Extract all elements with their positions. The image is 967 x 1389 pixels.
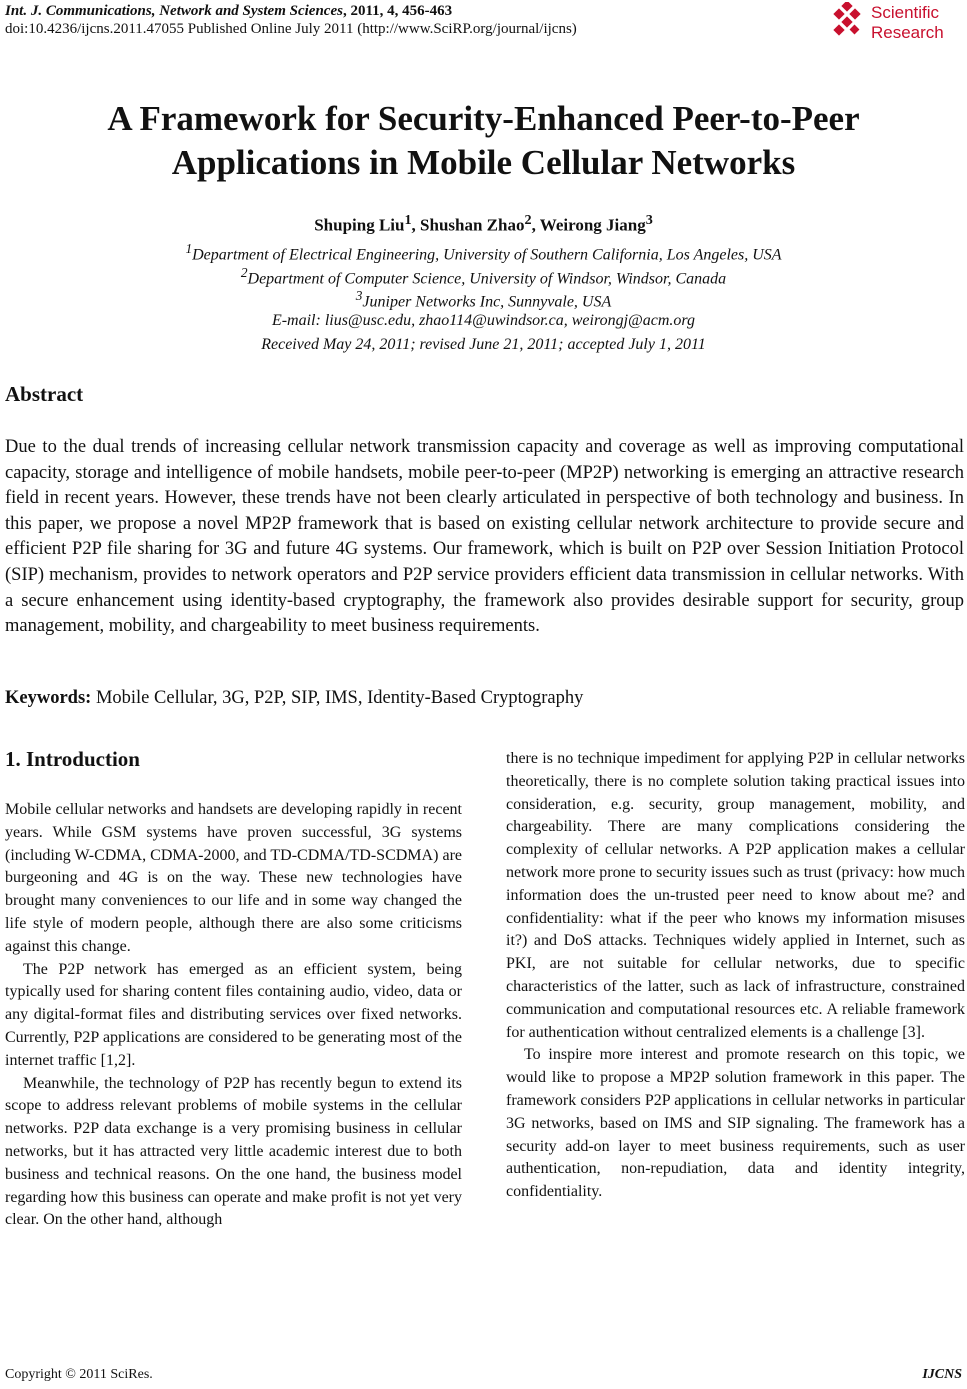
affiliation-text: Department of Computer Science, University of Windsor, Windsor, Canada: [247, 270, 727, 288]
abstract-heading: Abstract: [5, 382, 84, 406]
paragraph: Meanwhile, the technology of P2P has recently begun to extend its scope to address relevant problems of mobile systems in the cellular networks. P2P data exchange is a very promising business in cellular networks, but it has attracted very little academic interest due to both business and technical reasons. On the one hand, the business model regarding how this business can operate and make profit is not yet very clear. On the other hand, although: [5, 1074, 462, 1229]
paragraph: To inspire more interest and promote research on this topic, we would like to propose a MP2P solution framework in this paper. The framework considers P2P applications in cellular networks in particular 3G networks, based on IMS and SIP signaling. The framework has a security add-on layer to meet business requirements, such as user authentication, non-repudiation, data and identity integrity, confidentiality.: [506, 1046, 965, 1201]
affiliation-text: Juniper Networks Inc, Sunnyvale, USA: [362, 293, 612, 311]
affiliation-text: Department of Electrical Engineering, University of Southern California, Los Angeles, USA: [192, 246, 782, 264]
author-name: Shushan Zhao: [420, 215, 525, 235]
affiliation-mark: 1: [185, 241, 193, 256]
left-column: [5, 799, 462, 1232]
publisher-logo-icon: [831, 2, 867, 42]
doi-line: doi:10.4236/ijcns.2011.47055 Published Online July 2011 (http://www.SciRP.org/journal/ijcns): [5, 21, 577, 37]
paragraph: The P2P network has emerged as an efficient system, being typically used for sharing content files containing audio, video, data or any digital-format files and distributing services over fixed networks. Currently, P2P applications are considered to be generating most of the internet traffic [1,2].: [5, 960, 462, 1069]
logo-text-bottom: Research: [871, 23, 944, 42]
affiliation: [40, 265, 927, 288]
journal-volume: , 2011, 4, 456-463: [342, 3, 453, 19]
author-name: Weirong Jiang: [539, 215, 646, 235]
abstract-text: Due to the dual trends of increasing cellular network transmission capacity and coverage as well as improving computational capacity, storage and intelligence of mobile handsets, mobile peer-to-peer (MP2P) networking is emerging an attractive research field in recent years. However, these trends have not been clearly articulated in perspective of both technology and business. In this paper, we propose a novel MP2P framework that is based on existing cellular network architecture to provide secure and efficient P2P file sharing for 3G and future 4G systems. Our framework, which is built on P2P over Session Initiation Protocol (SIP) mechanism, provides to network operators and P2P service providers efficient data transmission in cellular networks. With a secure enhancement using identity-based cryptography, the framework also provides desirable support for security, group management, mobility, and chargeability to meet business requirements.: [5, 437, 964, 637]
author-separator: ,: [531, 215, 540, 235]
keywords: [5, 688, 964, 709]
keywords-label: Keywords:: [5, 688, 92, 708]
affiliation: [40, 288, 927, 311]
publisher-logo: [831, 2, 961, 44]
email-line: E-mail: lius@usc.edu, zhao114@uwindsor.ca, weirongj@acm.org: [271, 312, 696, 329]
paragraph: there is no technique impediment for applying P2P in cellular networks theoretically, there is no complete solution taking practical issues into consideration, e.g. security, group management, mobility, and chargeability. There are many complications considering the complexity of cellular networks. A P2P application makes a cellular network more prone to security issues such as trust (privacy: how much information does the un-trusted peer need to know about me? and confidentiality: what if the peer who knows my information misuses it?) and DoS attacks. Techniques widely applied in Internet, such as PKI, are not suitable for cellular networks, due to specific characteristics of the latter, such as lack of infrastructure, constrained communication and computational resources etc. A reliable framework for authentication without centralized elements is a challenge [3].: [506, 750, 966, 1041]
author-list: [40, 212, 927, 236]
logo-text-top: Scientific: [871, 3, 940, 22]
right-column: [506, 748, 965, 1204]
keywords-text: Mobile Cellular, 3G, P2P, SIP, IMS, Identity-Based Cryptography: [91, 688, 584, 708]
title-line: A Framework for Security-Enhanced Peer-to-Peer: [107, 99, 860, 138]
journal-citation: [5, 3, 452, 20]
author-separator: ,: [411, 215, 421, 235]
received-dates: Received May 24, 2011; revised June 21, 2011; accepted July 1, 2011: [261, 336, 706, 353]
journal-name: Int. J. Communications, Network and System Sciences: [5, 3, 343, 19]
affiliation-mark: 3: [355, 288, 363, 303]
title-line: Applications in Mobile Cellular Networks: [171, 143, 796, 182]
paragraph: Mobile cellular networks and handsets are developing rapidly in recent years. While GSM systems have proven successful, 3G systems (including W-CDMA, CDMA-2000, and TD-CDMA/TD-SCDMA) are burgeoning and 4G is on the way. These new technologies have brought many conveniences to our life and in some way changed the life style of modern people, although there are also some criticisms against this change.: [5, 801, 462, 955]
affiliation-mark: 2: [240, 265, 248, 280]
copyright: Copyright © 2011 SciRes.: [5, 1367, 153, 1382]
journal-abbreviation: IJCNS: [922, 1367, 962, 1382]
author-affiliation-mark: 3: [645, 212, 653, 228]
paper-title: [40, 97, 927, 185]
author-affiliation-mark: 1: [404, 212, 412, 228]
section-heading: 1. Introduction: [5, 747, 140, 771]
affiliation: [40, 241, 927, 264]
author-name: Shuping Liu: [314, 215, 405, 235]
author-affiliation-mark: 2: [524, 212, 532, 228]
